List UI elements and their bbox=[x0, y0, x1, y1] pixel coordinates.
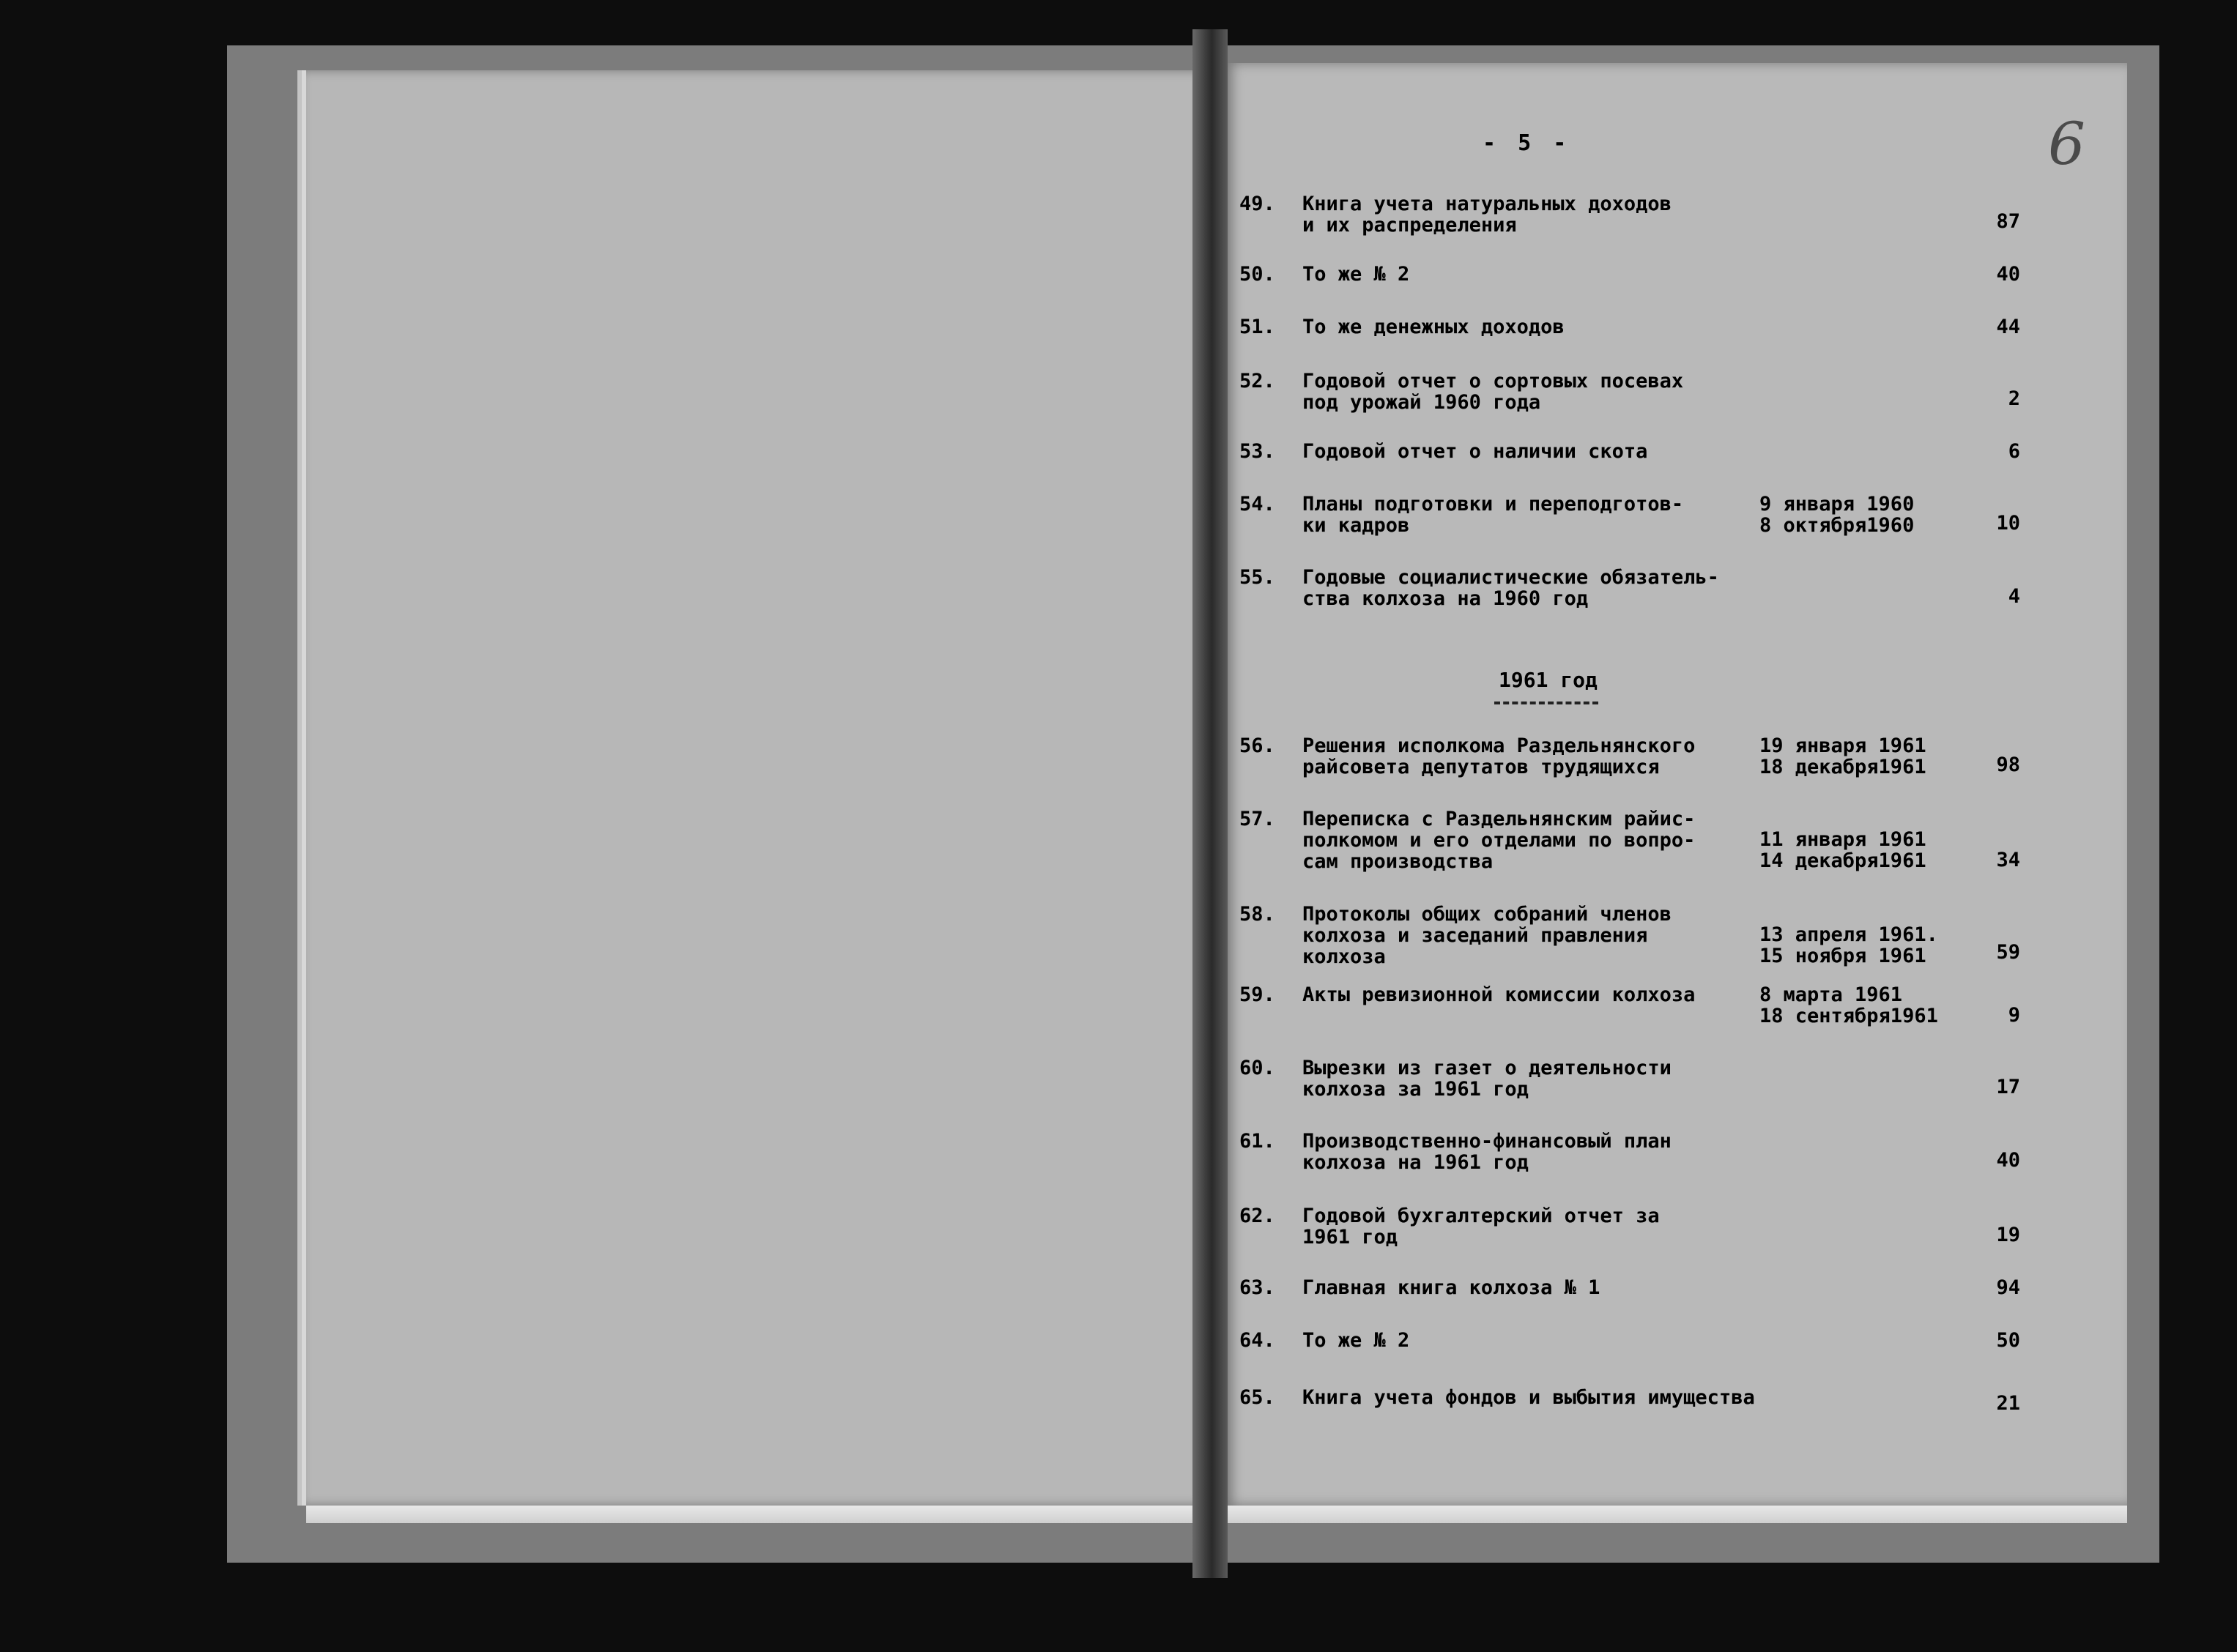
entry-sheets: 40 bbox=[1996, 1149, 2020, 1172]
entry-number: 52. bbox=[1239, 370, 1275, 392]
entry-number: 51. bbox=[1239, 316, 1275, 338]
entry-number: 61. bbox=[1239, 1130, 1275, 1153]
entry-sheets: 40 bbox=[1996, 263, 2020, 286]
entry-dates: 8 марта 1961 18 сентября1961 bbox=[1759, 983, 1938, 1027]
year-heading-underline bbox=[1494, 702, 1598, 704]
entry-number: 60. bbox=[1239, 1057, 1275, 1079]
entry-title: Годовой отчет о сортовых посевах под урожай 1960 года bbox=[1302, 370, 1684, 414]
entry-title: То же № 2 bbox=[1302, 1329, 1410, 1352]
entry-title: Годовой отчет о наличии скота bbox=[1302, 440, 1648, 463]
entry-title: Годовые социалистические обязатель- ства колхоза на 1960 год bbox=[1302, 566, 1719, 610]
entry-dates: 9 января 1960 8 октября1960 bbox=[1759, 493, 1915, 537]
entry-sheets: 2 bbox=[2008, 387, 2020, 410]
entry-title: Решения исполкома Раздельнянского райсовета депутатов трудящихся bbox=[1302, 734, 1696, 778]
entry-number: 62. bbox=[1239, 1205, 1275, 1227]
entry-title: То же денежных доходов bbox=[1302, 316, 1565, 338]
entry-number: 57. bbox=[1239, 808, 1275, 830]
entry-sheets: 6 bbox=[2008, 440, 2020, 463]
entry-number: 54. bbox=[1239, 493, 1275, 516]
entry-sheets: 19 bbox=[1996, 1224, 2020, 1246]
entry-sheets: 34 bbox=[1996, 849, 2020, 871]
entry-sheets: 98 bbox=[1996, 754, 2020, 776]
entry-dates: 11 января 1961 14 декабря1961 bbox=[1759, 828, 1926, 872]
entry-sheets: 4 bbox=[2008, 585, 2020, 608]
entry-sheets: 44 bbox=[1996, 316, 2020, 338]
entry-sheets: 50 bbox=[1996, 1329, 2020, 1352]
year-heading: 1961 год bbox=[1499, 668, 1598, 692]
left-page-blank bbox=[306, 70, 1209, 1506]
entry-sheets: 87 bbox=[1996, 210, 2020, 233]
right-page-edge bbox=[1225, 1506, 2127, 1523]
entry-title: Производственно-финансовый план колхоза на 1961 год bbox=[1302, 1130, 1672, 1174]
entry-sheets: 10 bbox=[1996, 512, 2020, 535]
entry-title: Годовой бухгалтерский отчет за 1961 год bbox=[1302, 1205, 1660, 1249]
entry-title: Книга учета натуральных доходов и их распределения bbox=[1302, 193, 1672, 237]
entry-title: То же № 2 bbox=[1302, 263, 1410, 286]
entry-title: Переписка с Раздельнянским райис- полкомом и его отделами по вопро- сам производства bbox=[1302, 808, 1696, 873]
folio-mark: 6 bbox=[2048, 110, 2085, 178]
page-number: - 5 - bbox=[1483, 130, 1571, 156]
entry-number: 65. bbox=[1239, 1386, 1275, 1409]
entry-sheets: 9 bbox=[2008, 1004, 2020, 1027]
entry-number: 56. bbox=[1239, 734, 1275, 757]
entry-number: 58. bbox=[1239, 903, 1275, 926]
entry-number: 53. bbox=[1239, 440, 1275, 463]
entry-sheets: 94 bbox=[1996, 1276, 2020, 1299]
entry-number: 49. bbox=[1239, 193, 1275, 215]
entry-number: 59. bbox=[1239, 983, 1275, 1006]
entry-dates: 13 апреля 1961. 15 ноября 1961 bbox=[1759, 923, 1938, 967]
entry-sheets: 21 bbox=[1996, 1392, 2020, 1415]
entry-sheets: 59 bbox=[1996, 941, 2020, 964]
book-spine bbox=[1192, 29, 1228, 1578]
entry-title: Акты ревизионной комиссии колхоза bbox=[1302, 983, 1696, 1006]
entry-number: 63. bbox=[1239, 1276, 1275, 1299]
entry-number: 64. bbox=[1239, 1329, 1275, 1352]
entry-number: 55. bbox=[1239, 566, 1275, 589]
entry-title: Планы подготовки и переподготов- ки кадров bbox=[1302, 493, 1684, 537]
entry-number: 50. bbox=[1239, 263, 1275, 286]
left-page-edge bbox=[306, 1506, 1209, 1523]
entry-sheets: 17 bbox=[1996, 1076, 2020, 1098]
entry-title: Книга учета фондов и выбытия имущества bbox=[1302, 1386, 1755, 1409]
entry-title: Протоколы общих собраний членов колхоза и заседаний правления колхоза bbox=[1302, 903, 1672, 968]
entry-dates: 19 января 1961 18 декабря1961 bbox=[1759, 734, 1926, 778]
entry-title: Главная книга колхоза № 1 bbox=[1302, 1276, 1600, 1299]
entry-title: Вырезки из газет о деятельности колхоза за 1961 год bbox=[1302, 1057, 1672, 1101]
